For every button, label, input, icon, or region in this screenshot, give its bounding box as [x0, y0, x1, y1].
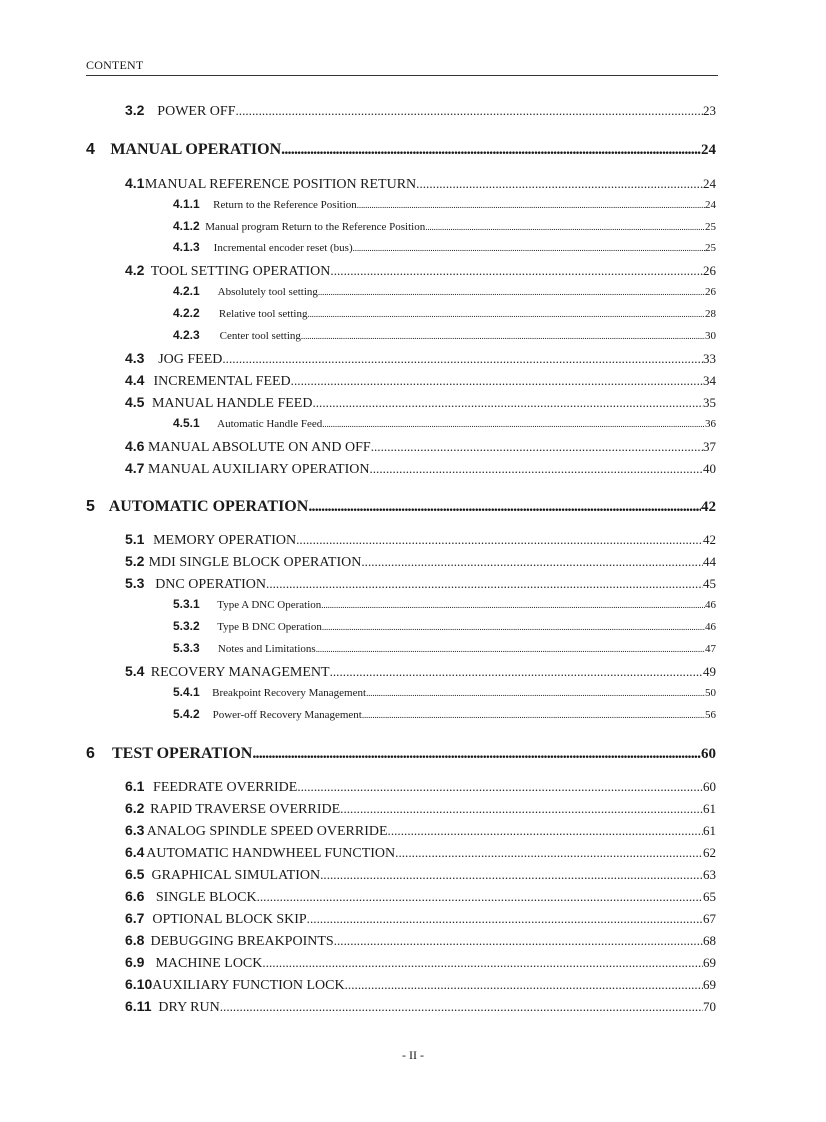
toc-entry[interactable]: [125, 822, 716, 840]
toc-page-number: 46: [705, 599, 716, 611]
toc-dot-leader: [320, 867, 703, 883]
toc-section-number: 6.10: [125, 976, 153, 992]
toc-section-title: Manual program Return to the Reference Position: [205, 221, 426, 233]
toc-page-number: 25: [705, 242, 716, 254]
toc-entry[interactable]: [173, 219, 716, 233]
toc-section-number: 5.1: [125, 531, 145, 547]
toc-section-number: 4.2.1: [173, 284, 200, 298]
toc-dot-leader: [345, 977, 703, 993]
toc-section-number: 6.5: [125, 866, 145, 882]
page-number-footer: - II -: [402, 1048, 424, 1062]
toc-section-number: 4.3: [125, 350, 145, 366]
toc-page-number: 50: [705, 687, 716, 699]
toc-dot-leader: [222, 351, 703, 367]
toc-entry[interactable]: [125, 998, 716, 1016]
toc-page-number: 28: [705, 308, 716, 320]
toc-section-number: 4.2: [125, 262, 145, 278]
toc-dot-leader: [357, 200, 705, 210]
toc-section-number: 4.5.1: [173, 416, 200, 430]
toc-section-number: 5.3.3: [173, 641, 200, 655]
toc-section-title: AUXILIARY FUNCTION LOCK: [152, 978, 345, 993]
toc-section-number: 5.3: [125, 575, 145, 591]
toc-dot-leader: [322, 622, 705, 632]
toc-section-number: 4: [86, 141, 95, 158]
toc-page-number: 46: [705, 621, 716, 633]
toc-section-number: 4.4: [125, 372, 145, 388]
toc-dot-leader: [257, 889, 703, 905]
toc-entry[interactable]: [173, 328, 716, 342]
toc-entry[interactable]: [173, 284, 716, 298]
toc-entry[interactable]: [173, 240, 716, 254]
toc-dot-leader: [353, 243, 705, 253]
toc-page-number: 67: [703, 911, 716, 926]
toc-section-number: 5.4.1: [173, 685, 200, 699]
toc-page-number: 23: [703, 103, 716, 118]
toc-entry[interactable]: [125, 976, 716, 994]
toc-section-title: DRY RUN: [158, 1000, 220, 1015]
toc-page-number: 69: [703, 955, 716, 970]
toc-section-number: 4.2.2: [173, 306, 200, 320]
toc-page-number: 56: [705, 709, 716, 721]
toc-entry[interactable]: [125, 866, 716, 884]
toc-page-number: 24: [705, 199, 716, 211]
toc-entry[interactable]: [125, 102, 716, 120]
toc-section-title: SINGLE BLOCK: [155, 890, 257, 905]
toc-dot-leader: [388, 823, 703, 839]
toc-section-number: 6.6: [125, 888, 145, 904]
toc-page-number: 24: [701, 142, 716, 158]
toc-dot-leader: [362, 710, 705, 720]
toc-section-title: OPTIONAL BLOCK SKIP: [152, 912, 307, 927]
toc-dot-leader: [321, 600, 705, 610]
toc-page-number: 60: [703, 779, 716, 794]
toc-page-number: 49: [703, 664, 716, 679]
toc-page-number: 33: [703, 351, 716, 366]
toc-entry[interactable]: [125, 844, 716, 862]
toc-page-number: 62: [703, 845, 716, 860]
toc-dot-leader: [371, 439, 703, 455]
toc-section-title: POWER OFF: [157, 104, 236, 119]
toc-section-number: 6.8: [125, 932, 145, 948]
toc-page-number: 61: [703, 823, 716, 838]
toc-section-title: MANUAL ABSOLUTE ON AND OFF: [147, 440, 371, 455]
toc-page-number: 42: [701, 499, 716, 515]
toc-section-number: 5.2: [125, 553, 145, 569]
toc-entry[interactable]: [173, 597, 716, 611]
toc-page-number: 42: [703, 532, 716, 547]
toc-page-number: 45: [703, 576, 716, 591]
toc-section-title: ANALOG SPINDLE SPEED OVERRIDE: [146, 824, 388, 839]
toc-dot-leader: [395, 845, 703, 861]
toc-section-title: TOOL SETTING OPERATION: [150, 264, 331, 279]
toc-section-title: MDI SINGLE BLOCK OPERATION: [148, 555, 362, 570]
toc-dot-leader: [252, 745, 701, 763]
toc-entry[interactable]: [125, 394, 716, 412]
toc-dot-leader: [291, 373, 703, 389]
toc-entry[interactable]: [125, 438, 716, 456]
toc-section-number: 4.1.1: [173, 197, 200, 211]
toc-section-number: 5.3.1: [173, 597, 200, 611]
toc-section-title: MANUAL AUXILIARY OPERATION: [148, 462, 370, 477]
toc-entry[interactable]: [173, 707, 716, 721]
toc-section-number: 4.5: [125, 394, 145, 410]
toc-dot-leader: [340, 801, 703, 817]
toc-section-title: FEEDRATE OVERRIDE: [153, 780, 298, 795]
toc-dot-leader: [312, 395, 703, 411]
toc-page-number: 35: [703, 395, 716, 410]
toc-section-title: DNC OPERATION: [155, 577, 267, 592]
toc-section-number: 6.7: [125, 910, 145, 926]
toc-section-title: MACHINE LOCK: [155, 956, 263, 971]
toc-section-title: DEBUGGING BREAKPOINTS: [150, 934, 334, 949]
toc-entry[interactable]: [173, 685, 716, 699]
toc-dot-leader: [307, 911, 703, 927]
toc-entry[interactable]: [86, 141, 716, 159]
toc-dot-leader: [330, 263, 703, 279]
toc-dot-leader: [318, 287, 705, 297]
toc-section-number: 5.4.2: [173, 707, 200, 721]
toc-section-number: 4.7: [125, 460, 145, 476]
toc-entry[interactable]: [125, 350, 716, 368]
toc-section-title: AUTOMATIC OPERATION: [108, 498, 309, 515]
toc-dot-leader: [316, 644, 705, 654]
toc-section-number: 6.9: [125, 954, 145, 970]
toc-page-number: 47: [705, 643, 716, 655]
toc-page-number: 30: [705, 330, 716, 342]
toc-section-number: 4.2.3: [173, 328, 200, 342]
toc-entry[interactable]: [125, 888, 716, 906]
toc-page-number: 61: [703, 801, 716, 816]
toc-entry[interactable]: [125, 932, 716, 950]
toc-dot-leader: [322, 419, 705, 429]
toc-section-title: TEST OPERATION: [111, 745, 253, 762]
toc-page-number: 34: [703, 373, 716, 388]
toc-dot-leader: [297, 779, 703, 795]
toc-entry[interactable]: [173, 416, 716, 430]
toc-section-number: 5.4: [125, 663, 145, 679]
toc-page-number: 26: [703, 263, 716, 278]
toc-page-number: 37: [703, 439, 716, 454]
toc-section-number: 6.3: [125, 822, 145, 838]
toc-section-title: MANUAL REFERENCE POSITION RETURN: [144, 177, 417, 192]
toc-dot-leader: [307, 309, 705, 319]
toc-section-title: AUTOMATIC HANDWHEEL FUNCTION: [146, 846, 396, 861]
toc-dot-leader: [235, 103, 703, 119]
toc-dot-leader: [366, 688, 705, 698]
toc-section-title: RECOVERY MANAGEMENT: [150, 665, 330, 680]
toc-entry[interactable]: [125, 575, 716, 593]
toc-section-title: Power-off Recovery Management: [212, 709, 362, 721]
toc-section-number: 6.4: [125, 844, 145, 860]
toc-entry[interactable]: [125, 663, 716, 681]
toc-dot-leader: [301, 331, 705, 341]
toc-entry[interactable]: [86, 745, 716, 763]
toc-page-number: 65: [703, 889, 716, 904]
toc-section-title: JOG FEED: [158, 352, 223, 367]
toc-entry[interactable]: [125, 175, 716, 193]
toc-page-number: 40: [703, 461, 716, 476]
toc-section-number: 4.6: [125, 438, 145, 454]
toc-section-title: MEMORY OPERATION: [153, 533, 297, 548]
toc-dot-leader: [308, 498, 701, 516]
toc-page-number: 24: [703, 176, 716, 191]
toc-entry[interactable]: [125, 262, 716, 280]
toc-dot-leader: [330, 664, 703, 680]
toc-dot-leader: [369, 461, 703, 477]
toc-dot-leader: [266, 576, 703, 592]
toc-section-title: GRAPHICAL SIMULATION: [151, 868, 321, 883]
toc-entry[interactable]: [173, 197, 716, 211]
toc-entry[interactable]: [125, 553, 716, 571]
toc-section-title: MANUAL HANDLE FEED: [151, 396, 313, 411]
toc-section-title: Breakpoint Recovery Management: [212, 687, 367, 699]
toc-section-title: INCREMENTAL FEED: [153, 374, 291, 389]
toc-dot-leader: [425, 222, 705, 232]
toc-section-title: Relative tool setting: [218, 308, 308, 320]
toc-page-number: 36: [705, 418, 716, 430]
toc-dot-leader: [281, 141, 701, 159]
toc-page-number: 25: [705, 221, 716, 233]
toc-section-number: 6.11: [125, 998, 152, 1014]
toc-section-number: 4.1: [125, 175, 145, 191]
toc-section-number: 5: [86, 498, 95, 515]
toc-dot-leader: [361, 554, 703, 570]
toc-page-number: 63: [703, 867, 716, 882]
toc-entry[interactable]: [173, 641, 716, 655]
toc-section-title: RAPID TRAVERSE OVERRIDE: [150, 802, 341, 817]
toc-section-title: Incremental encoder reset (bus): [213, 242, 353, 254]
toc-dot-leader: [220, 999, 703, 1015]
toc-page-number: 26: [705, 286, 716, 298]
toc-section-title: Automatic Handle Feed: [217, 418, 323, 430]
toc-dot-leader: [296, 532, 703, 548]
toc-entry[interactable]: [86, 498, 716, 516]
toc-section-title: Absolutely tool setting: [217, 286, 318, 298]
toc-page-number: 70: [703, 999, 716, 1014]
toc-entry[interactable]: [173, 619, 716, 633]
toc-section-number: 6.1: [125, 778, 145, 794]
toc-dot-leader: [416, 176, 703, 192]
page-header: CONTENT: [86, 58, 144, 72]
toc-section-title: Notes and Limitations: [217, 643, 316, 655]
toc-entry[interactable]: [125, 778, 716, 796]
toc-section-title: MANUAL OPERATION: [110, 141, 282, 158]
toc-entry[interactable]: [125, 954, 716, 972]
toc-entry[interactable]: [125, 800, 716, 818]
header-rule: [86, 75, 718, 76]
toc-section-number: 3.2: [125, 102, 145, 118]
toc-section-title: Return to the Reference Position: [213, 199, 357, 211]
toc-page-number: 44: [703, 554, 716, 569]
toc-section-title: Type A DNC Operation: [217, 599, 322, 611]
toc-section-title: Center tool setting: [219, 330, 301, 342]
toc-dot-leader: [334, 933, 703, 949]
toc-section-number: 4.1.2: [173, 219, 200, 233]
toc-dot-leader: [262, 955, 703, 971]
toc-page-number: 69: [703, 977, 716, 992]
toc-entry[interactable]: [125, 910, 716, 928]
toc-entry[interactable]: [173, 306, 716, 320]
toc-section-number: 4.1.3: [173, 240, 200, 254]
toc-section-number: 5.3.2: [173, 619, 200, 633]
toc-entry[interactable]: [125, 531, 716, 549]
toc-section-title: Type B DNC Operation: [217, 621, 322, 633]
toc-entry[interactable]: [125, 460, 716, 478]
toc-section-number: 6.2: [125, 800, 145, 816]
toc-page-number: 68: [703, 933, 716, 948]
toc-page-number: 60: [701, 746, 716, 762]
toc-section-number: 6: [86, 745, 95, 762]
toc-entry[interactable]: [125, 372, 716, 390]
